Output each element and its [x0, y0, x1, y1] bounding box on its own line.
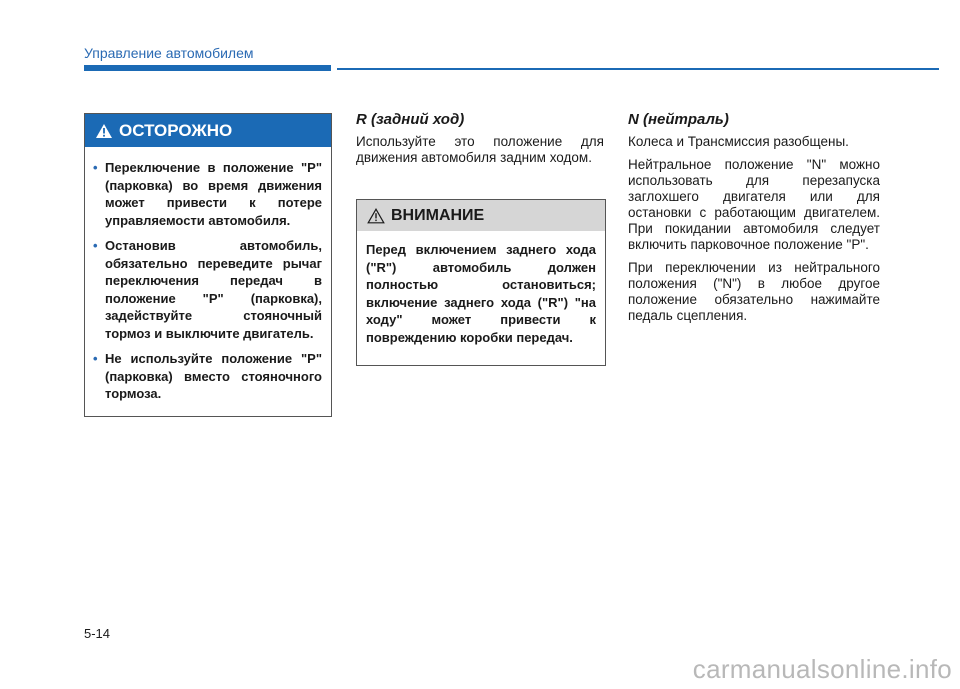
caution-box [356, 199, 606, 366]
neutral-paragraph: При переключении из нейтрального положения ("N") в любое другое положение обязательно нажимайте педаль сцепления. [628, 260, 880, 323]
watermark: carmanualsonline.info [692, 654, 952, 684]
header-rule-thick [84, 65, 331, 71]
warning-header [85, 114, 331, 147]
neutral-heading: N (нейтраль) [628, 111, 729, 128]
caution-header [357, 200, 605, 231]
reverse-text: Используйте это положение для движения автомобиля задним ходом. [356, 134, 604, 165]
warning-box [84, 113, 332, 417]
warning-item: • Переключение в положение "P" (парковка) во время движения может привести к потере управляемости автомобиля. [93, 160, 322, 228]
warning-list [85, 147, 331, 403]
caution-text: Перед включением заднего хода ("R") автомобиль должен полностью остановиться; включение заднего хода ("R") "на ходу" может привести к повреждению коробки передач. [366, 242, 596, 345]
warning-title: ОСТОРОЖНО [119, 120, 233, 140]
header-rule-thin [337, 68, 939, 70]
warning-item: • Остановив автомобиль, обязательно переведите рычаг переключения передач в положение "P" (парковка), задействуйте стояночный тормоз и выключите двигатель. [93, 238, 322, 341]
neutral-paragraph: Колеса и Трансмиссия разобщены. [628, 134, 849, 149]
page-number: 5-14 [84, 626, 111, 641]
reverse-section [356, 112, 604, 173]
reverse-heading: R (задний ход) [356, 111, 465, 128]
neutral-paragraph: Нейтральное положение "N" можно использовать для перезапуска заглохшего двигателя или для остановки с работающим двигателем. При покидании автомобиля следует включить парковочное положение "P". [628, 157, 880, 252]
caution-triangle-icon [367, 208, 385, 224]
warning-triangle-icon [95, 123, 113, 139]
warning-item: • Не используйте положение "P" (парковка) вместо стояночного тормоза. [93, 351, 322, 401]
section-title: Управление автомобилем [84, 45, 254, 61]
neutral-section [628, 112, 880, 331]
caution-title: ВНИМАНИЕ [391, 206, 485, 224]
